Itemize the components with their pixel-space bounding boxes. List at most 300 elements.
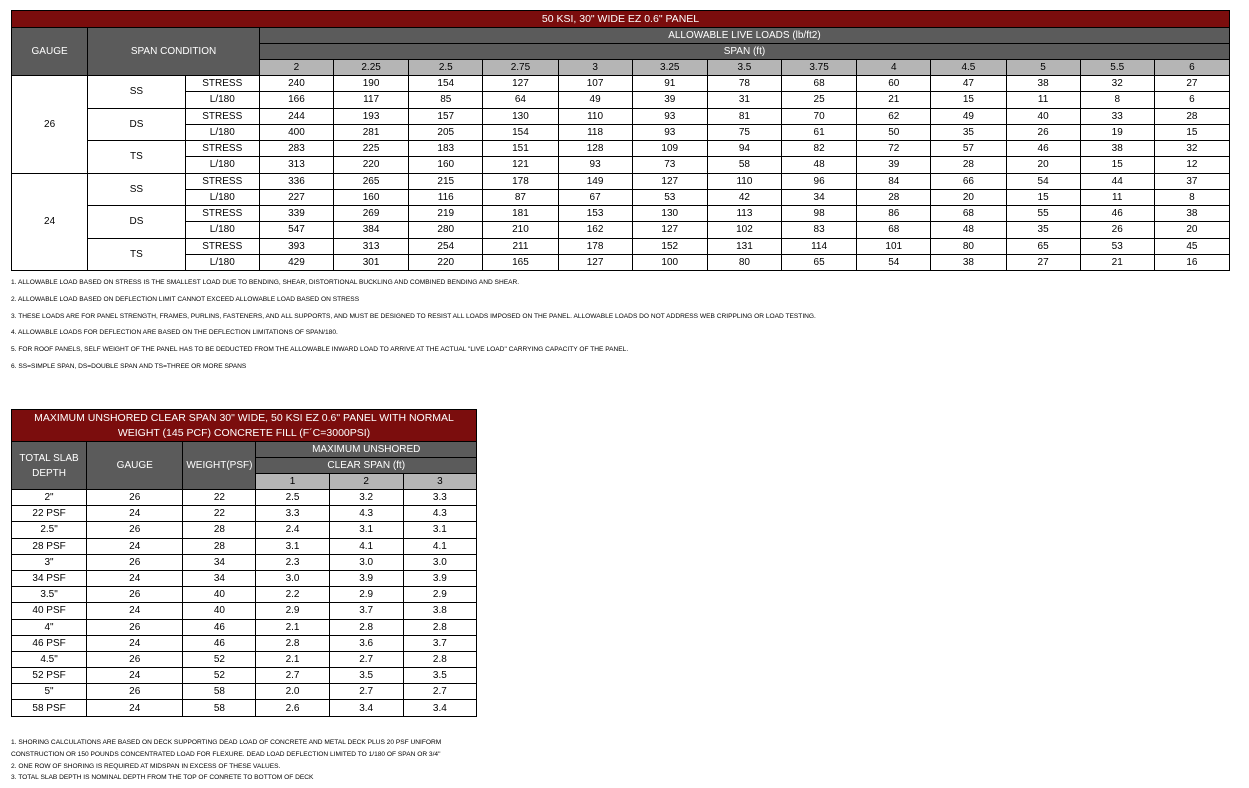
slab-depth-cell: 5" xyxy=(12,684,87,700)
span-header-cell: 4.5 xyxy=(931,60,1006,76)
clear-span-cell: 2.9 xyxy=(256,603,329,619)
gauge-header: GAUGE xyxy=(12,28,88,76)
load-value-cell: 42 xyxy=(707,189,781,205)
load-value-cell: 91 xyxy=(632,76,707,92)
load-value-cell: 68 xyxy=(782,76,857,92)
load-value-cell: 80 xyxy=(931,238,1006,254)
table-row xyxy=(12,173,1230,189)
weight-cell: 40 xyxy=(183,587,256,603)
table-row xyxy=(12,124,1230,140)
load-value-cell: 93 xyxy=(558,157,632,173)
load-value-cell: 33 xyxy=(1080,108,1154,124)
load-value-cell: 45 xyxy=(1154,238,1229,254)
weight-cell: 22 xyxy=(183,506,256,522)
load-value-cell: 98 xyxy=(782,206,857,222)
span-header-cell: 5 xyxy=(1006,60,1080,76)
load-value-cell: 53 xyxy=(632,189,707,205)
clear-span-cell: 3.9 xyxy=(403,570,476,586)
load-value-cell: 114 xyxy=(782,238,857,254)
load-value-cell: 35 xyxy=(1006,222,1080,238)
table-row xyxy=(12,490,477,506)
load-value-cell: 157 xyxy=(409,108,483,124)
load-value-cell: 55 xyxy=(1006,206,1080,222)
load-value-cell: 219 xyxy=(409,206,483,222)
load-value-cell: 38 xyxy=(1080,141,1154,157)
weight-cell: 52 xyxy=(183,651,256,667)
load-value-cell: 162 xyxy=(558,222,632,238)
load-value-cell: 265 xyxy=(334,173,409,189)
load-value-cell: 37 xyxy=(1154,173,1229,189)
maximum-unshored-header: MAXIMUM UNSHORED xyxy=(256,442,477,458)
load-value-cell: 154 xyxy=(483,124,558,140)
load-value-cell: 15 xyxy=(931,92,1006,108)
clear-span-cell: 4.3 xyxy=(403,506,476,522)
load-value-cell: 65 xyxy=(782,254,857,270)
table-row xyxy=(12,506,477,522)
load-value-cell: 87 xyxy=(483,189,558,205)
load-value-cell: 85 xyxy=(409,92,483,108)
gauge-cell: 24 xyxy=(87,538,183,554)
span-condition-cell: TS xyxy=(88,238,186,271)
load-value-cell: 181 xyxy=(483,206,558,222)
load-type-cell: L/180 xyxy=(185,157,259,173)
load-value-cell: 301 xyxy=(334,254,409,270)
load-value-cell: 154 xyxy=(409,76,483,92)
clear-span-cell: 4.1 xyxy=(329,538,403,554)
load-value-cell: 64 xyxy=(483,92,558,108)
load-value-cell: 15 xyxy=(1006,189,1080,205)
slab-depth-cell: 34 PSF xyxy=(12,570,87,586)
span-header-cell: 3.5 xyxy=(707,60,781,76)
table-row xyxy=(12,522,477,538)
load-value-cell: 84 xyxy=(857,173,931,189)
load-value-cell: 27 xyxy=(1154,76,1229,92)
clear-span-cell: 2.2 xyxy=(256,587,329,603)
weight-cell: 46 xyxy=(183,635,256,651)
load-value-cell: 339 xyxy=(259,206,333,222)
load-value-cell: 38 xyxy=(1006,76,1080,92)
table-row xyxy=(12,141,1230,157)
weight-cell: 46 xyxy=(183,619,256,635)
table1-notes xyxy=(11,279,816,380)
clear-span-cell: 2.9 xyxy=(403,587,476,603)
load-value-cell: 160 xyxy=(409,157,483,173)
span-condition-cell: SS xyxy=(88,76,186,109)
weight-cell: 34 xyxy=(183,570,256,586)
load-value-cell: 183 xyxy=(409,141,483,157)
clear-span-cell: 2.9 xyxy=(329,587,403,603)
load-type-cell: L/180 xyxy=(185,92,259,108)
total-slab-depth-header: TOTAL SLAB DEPTH xyxy=(12,442,87,490)
load-value-cell: 8 xyxy=(1154,189,1229,205)
load-value-cell: 131 xyxy=(707,238,781,254)
load-value-cell: 93 xyxy=(632,108,707,124)
clear-span-cell: 2.1 xyxy=(256,619,329,635)
span-header-cell: 2.75 xyxy=(483,60,558,76)
load-value-cell: 178 xyxy=(483,173,558,189)
clear-span-cell: 2.7 xyxy=(329,651,403,667)
load-value-cell: 66 xyxy=(931,173,1006,189)
load-value-cell: 70 xyxy=(782,108,857,124)
table-row xyxy=(12,222,1230,238)
table-row xyxy=(12,157,1230,173)
load-value-cell: 240 xyxy=(259,76,333,92)
allowable-live-loads-header: ALLOWABLE LIVE LOADS (lb/ft2) xyxy=(259,28,1229,44)
load-value-cell: 151 xyxy=(483,141,558,157)
load-value-cell: 220 xyxy=(409,254,483,270)
weight-header: WEIGHT(PSF) xyxy=(183,442,256,490)
load-value-cell: 121 xyxy=(483,157,558,173)
gauge-cell: 24 xyxy=(12,173,88,271)
clear-span-cell: 2.7 xyxy=(256,668,329,684)
load-value-cell: 68 xyxy=(857,222,931,238)
load-value-cell: 26 xyxy=(1080,222,1154,238)
load-value-cell: 78 xyxy=(707,76,781,92)
clear-span-cell: 3.2 xyxy=(329,490,403,506)
weight-cell: 58 xyxy=(183,700,256,716)
clear-span-cell: 2.8 xyxy=(329,619,403,635)
slab-depth-cell: 22 PSF xyxy=(12,506,87,522)
span-condition-cell: DS xyxy=(88,108,186,141)
load-value-cell: 28 xyxy=(857,189,931,205)
clear-span-cell: 3.0 xyxy=(403,554,476,570)
table2-notes xyxy=(11,739,441,786)
gauge-cell: 26 xyxy=(87,554,183,570)
note-line: 1. SHORING CALCULATIONS ARE BASED ON DECK SUPPORTING DEAD LOAD OF CONCRETE AND METAL DECK PLUS 20 PSF UNIFORM xyxy=(11,739,442,746)
load-value-cell: 130 xyxy=(632,206,707,222)
load-value-cell: 46 xyxy=(1080,206,1154,222)
load-value-cell: 25 xyxy=(782,92,857,108)
table-row xyxy=(12,700,477,716)
load-value-cell: 35 xyxy=(931,124,1006,140)
load-value-cell: 109 xyxy=(632,141,707,157)
span-header-cell: 2.5 xyxy=(409,60,483,76)
load-value-cell: 46 xyxy=(1006,141,1080,157)
gauge-cell: 26 xyxy=(87,587,183,603)
load-value-cell: 44 xyxy=(1080,173,1154,189)
load-value-cell: 393 xyxy=(259,238,333,254)
note-line: 1. ALLOWABLE LOAD BASED ON STRESS IS THE SMALLEST LOAD DUE TO BENDING, SHEAR, DISTORTIONAL BUCKLING AND COMBINED BENDING AND SHEAR. xyxy=(11,279,520,286)
load-value-cell: 281 xyxy=(334,124,409,140)
load-value-cell: 28 xyxy=(931,157,1006,173)
slab-depth-cell: 28 PSF xyxy=(12,538,87,554)
load-value-cell: 53 xyxy=(1080,238,1154,254)
span-condition-cell: DS xyxy=(88,206,186,239)
gauge-header: GAUGE xyxy=(87,442,183,490)
load-value-cell: 113 xyxy=(707,206,781,222)
load-value-cell: 254 xyxy=(409,238,483,254)
clear-span-cell: 3.4 xyxy=(403,700,476,716)
load-value-cell: 38 xyxy=(1154,206,1229,222)
gauge-cell: 26 xyxy=(12,76,88,174)
load-value-cell: 227 xyxy=(259,189,333,205)
load-value-cell: 283 xyxy=(259,141,333,157)
load-value-cell: 47 xyxy=(931,76,1006,92)
load-value-cell: 39 xyxy=(632,92,707,108)
span-header-cell: 3 xyxy=(558,60,632,76)
table-row xyxy=(12,206,1230,222)
load-value-cell: 20 xyxy=(1154,222,1229,238)
load-value-cell: 94 xyxy=(707,141,781,157)
load-value-cell: 62 xyxy=(857,108,931,124)
load-value-cell: 12 xyxy=(1154,157,1229,173)
load-value-cell: 72 xyxy=(857,141,931,157)
load-type-cell: L/180 xyxy=(185,254,259,270)
clear-span-cell: 3.5 xyxy=(329,668,403,684)
load-value-cell: 313 xyxy=(259,157,333,173)
max-unshored-clear-span-table xyxy=(11,409,477,717)
span-header-cell: 2.25 xyxy=(334,60,409,76)
load-value-cell: 65 xyxy=(1006,238,1080,254)
load-value-cell: 220 xyxy=(334,157,409,173)
load-value-cell: 28 xyxy=(1154,108,1229,124)
clear-span-cell: 2.5 xyxy=(256,490,329,506)
table-row xyxy=(12,76,1230,92)
load-value-cell: 152 xyxy=(632,238,707,254)
load-value-cell: 165 xyxy=(483,254,558,270)
load-type-cell: STRESS xyxy=(185,206,259,222)
load-value-cell: 39 xyxy=(857,157,931,173)
clear-span-cell: 3.8 xyxy=(403,603,476,619)
slab-depth-cell: 40 PSF xyxy=(12,603,87,619)
load-value-cell: 49 xyxy=(558,92,632,108)
clear-span-cell: 3.4 xyxy=(329,700,403,716)
table-row xyxy=(12,570,477,586)
span-count-header-cell: 3 xyxy=(403,474,476,490)
note-line: CONSTRUCTION OR 150 POUNDS CONCENTRATED LOAD FOR FLEXURE. DEAD LOAD DEFLECTION LIMITED TO 1/180 OF SPAN OR 3/4" xyxy=(11,750,441,758)
load-value-cell: 313 xyxy=(334,238,409,254)
gauge-cell: 26 xyxy=(87,684,183,700)
load-value-cell: 32 xyxy=(1080,76,1154,92)
load-value-cell: 11 xyxy=(1006,92,1080,108)
load-value-cell: 32 xyxy=(1154,141,1229,157)
load-type-cell: STRESS xyxy=(185,108,259,124)
note-line: 6. SS=SIMPLE SPAN, DS=DOUBLE SPAN AND TS=THREE OR MORE SPANS xyxy=(11,362,247,370)
load-value-cell: 81 xyxy=(707,108,781,124)
load-value-cell: 118 xyxy=(558,124,632,140)
table-row xyxy=(12,554,477,570)
load-value-cell: 54 xyxy=(1006,173,1080,189)
table-row xyxy=(12,635,477,651)
load-value-cell: 82 xyxy=(782,141,857,157)
table-row xyxy=(12,108,1230,124)
table-row xyxy=(12,189,1230,205)
load-value-cell: 15 xyxy=(1080,157,1154,173)
span-count-header-cell: 2 xyxy=(329,474,403,490)
load-value-cell: 280 xyxy=(409,222,483,238)
load-value-cell: 244 xyxy=(259,108,333,124)
clear-span-cell: 3.0 xyxy=(256,570,329,586)
load-value-cell: 130 xyxy=(483,108,558,124)
load-value-cell: 153 xyxy=(558,206,632,222)
note-line: 2. ONE ROW OF SHORING IS REQUIRED AT MIDSPAN IN EXCESS OF THESE VALUES. xyxy=(11,762,281,770)
load-value-cell: 225 xyxy=(334,141,409,157)
load-value-cell: 215 xyxy=(409,173,483,189)
load-value-cell: 127 xyxy=(558,254,632,270)
table-row xyxy=(12,651,477,667)
weight-cell: 40 xyxy=(183,603,256,619)
slab-depth-cell: 2.5" xyxy=(12,522,87,538)
load-value-cell: 269 xyxy=(334,206,409,222)
clear-span-cell: 4.3 xyxy=(329,506,403,522)
load-type-cell: STRESS xyxy=(185,141,259,157)
load-value-cell: 38 xyxy=(931,254,1006,270)
note-line: 2. ALLOWABLE LOAD BASED ON DEFLECTION LIMIT CANNOT EXCEED ALLOWABLE LOAD BASED ON STRESS xyxy=(11,295,360,303)
span-condition-cell: SS xyxy=(88,173,186,206)
load-value-cell: 19 xyxy=(1080,124,1154,140)
load-value-cell: 57 xyxy=(931,141,1006,157)
table-row xyxy=(12,603,477,619)
clear-span-cell: 2.8 xyxy=(403,651,476,667)
gauge-cell: 26 xyxy=(87,522,183,538)
load-value-cell: 27 xyxy=(1006,254,1080,270)
clear-span-cell: 2.8 xyxy=(256,635,329,651)
load-value-cell: 190 xyxy=(334,76,409,92)
table1-title: 50 KSI, 30" WIDE EZ 0.6" PANEL xyxy=(12,11,1230,28)
load-value-cell: 48 xyxy=(931,222,1006,238)
note-line: 3. TOTAL SLAB DEPTH IS NOMINAL DEPTH FROM THE TOP OF CONRETE TO BOTTOM OF DECK xyxy=(11,774,314,782)
load-value-cell: 50 xyxy=(857,124,931,140)
load-value-cell: 83 xyxy=(782,222,857,238)
span-count-header-cell: 1 xyxy=(256,474,329,490)
gauge-cell: 24 xyxy=(87,668,183,684)
load-value-cell: 8 xyxy=(1080,92,1154,108)
span-condition-cell: TS xyxy=(88,141,186,174)
load-value-cell: 211 xyxy=(483,238,558,254)
load-value-cell: 110 xyxy=(558,108,632,124)
clear-span-cell: 3.3 xyxy=(256,506,329,522)
gauge-cell: 24 xyxy=(87,700,183,716)
load-value-cell: 160 xyxy=(334,189,409,205)
span-condition-header: SPAN CONDITION xyxy=(88,28,260,76)
span-header-cell: 3.75 xyxy=(782,60,857,76)
clear-span-cell: 2.1 xyxy=(256,651,329,667)
clear-span-cell: 2.7 xyxy=(403,684,476,700)
load-value-cell: 101 xyxy=(857,238,931,254)
load-value-cell: 68 xyxy=(931,206,1006,222)
gauge-cell: 24 xyxy=(87,603,183,619)
gauge-cell: 24 xyxy=(87,506,183,522)
load-value-cell: 400 xyxy=(259,124,333,140)
note-line: 4. ALLOWABLE LOADS FOR DEFLECTION ARE BASED ON THE DEFLECTION LIMITATIONS OF SPAN/180. xyxy=(11,329,338,337)
clear-span-cell: 3.6 xyxy=(329,635,403,651)
load-value-cell: 178 xyxy=(558,238,632,254)
load-value-cell: 166 xyxy=(259,92,333,108)
clear-span-cell: 4.1 xyxy=(403,538,476,554)
load-value-cell: 26 xyxy=(1006,124,1080,140)
load-type-cell: STRESS xyxy=(185,173,259,189)
span-header-cell: 4 xyxy=(857,60,931,76)
weight-cell: 34 xyxy=(183,554,256,570)
span-header-cell: 3.25 xyxy=(632,60,707,76)
load-value-cell: 31 xyxy=(707,92,781,108)
load-type-cell: L/180 xyxy=(185,189,259,205)
slab-depth-cell: 4" xyxy=(12,619,87,635)
load-value-cell: 127 xyxy=(632,173,707,189)
load-type-cell: STRESS xyxy=(185,238,259,254)
gauge-cell: 24 xyxy=(87,635,183,651)
load-value-cell: 20 xyxy=(931,189,1006,205)
load-value-cell: 15 xyxy=(1154,124,1229,140)
clear-span-header: CLEAR SPAN (ft) xyxy=(256,458,477,474)
clear-span-cell: 2.6 xyxy=(256,700,329,716)
load-value-cell: 193 xyxy=(334,108,409,124)
clear-span-cell: 3.5 xyxy=(403,668,476,684)
slab-depth-cell: 2" xyxy=(12,490,87,506)
load-value-cell: 429 xyxy=(259,254,333,270)
load-value-cell: 336 xyxy=(259,173,333,189)
load-value-cell: 384 xyxy=(334,222,409,238)
clear-span-cell: 2.3 xyxy=(256,554,329,570)
load-value-cell: 16 xyxy=(1154,254,1229,270)
slab-depth-cell: 3" xyxy=(12,554,87,570)
load-value-cell: 127 xyxy=(483,76,558,92)
load-value-cell: 149 xyxy=(558,173,632,189)
span-ft-header: SPAN (ft) xyxy=(259,44,1229,60)
table-row xyxy=(12,684,477,700)
table2-title: MAXIMUM UNSHORED CLEAR SPAN 30" WIDE, 50 KSI EZ 0.6" PANEL WITH NORMAL WEIGHT (145 PCF) CONCRETE FILL (F´C=3000PSI) xyxy=(12,410,477,442)
slab-depth-cell: 46 PSF xyxy=(12,635,87,651)
table-row xyxy=(12,587,477,603)
table-row xyxy=(12,238,1230,254)
clear-span-cell: 3.7 xyxy=(329,603,403,619)
clear-span-cell: 2.8 xyxy=(403,619,476,635)
load-value-cell: 107 xyxy=(558,76,632,92)
table-row xyxy=(12,668,477,684)
load-value-cell: 20 xyxy=(1006,157,1080,173)
load-value-cell: 11 xyxy=(1080,189,1154,205)
clear-span-cell: 3.7 xyxy=(403,635,476,651)
span-header-cell: 6 xyxy=(1154,60,1229,76)
slab-depth-cell: 4.5" xyxy=(12,651,87,667)
load-value-cell: 21 xyxy=(857,92,931,108)
weight-cell: 28 xyxy=(183,538,256,554)
weight-cell: 58 xyxy=(183,684,256,700)
table-row xyxy=(12,619,477,635)
clear-span-cell: 2.7 xyxy=(329,684,403,700)
load-value-cell: 86 xyxy=(857,206,931,222)
clear-span-cell: 2.0 xyxy=(256,684,329,700)
clear-span-cell: 2.4 xyxy=(256,522,329,538)
load-value-cell: 93 xyxy=(632,124,707,140)
clear-span-cell: 3.9 xyxy=(329,570,403,586)
clear-span-cell: 3.1 xyxy=(256,538,329,554)
note-line: 5. FOR ROOF PANELS, SELF WEIGHT OF THE PANEL HAS TO BE DEDUCTED FROM THE ALLOWABLE INWARD LOAD TO ARRIVE AT THE ACTUAL "LIVE LOAD" CARRYING CAPACITY OF THE PANEL. xyxy=(11,346,629,354)
load-value-cell: 49 xyxy=(931,108,1006,124)
load-value-cell: 205 xyxy=(409,124,483,140)
slab-depth-cell: 58 PSF xyxy=(12,700,87,716)
load-type-cell: STRESS xyxy=(185,76,259,92)
table-row xyxy=(12,92,1230,108)
gauge-cell: 26 xyxy=(87,619,183,635)
slab-depth-cell: 3.5" xyxy=(12,587,87,603)
load-value-cell: 110 xyxy=(707,173,781,189)
load-value-cell: 96 xyxy=(782,173,857,189)
clear-span-cell: 3.0 xyxy=(329,554,403,570)
weight-cell: 28 xyxy=(183,522,256,538)
load-type-cell: L/180 xyxy=(185,222,259,238)
gauge-cell: 24 xyxy=(87,570,183,586)
load-value-cell: 61 xyxy=(782,124,857,140)
table-row xyxy=(12,538,477,554)
load-value-cell: 80 xyxy=(707,254,781,270)
load-value-cell: 67 xyxy=(558,189,632,205)
weight-cell: 22 xyxy=(183,490,256,506)
load-value-cell: 6 xyxy=(1154,92,1229,108)
load-value-cell: 116 xyxy=(409,189,483,205)
load-value-cell: 60 xyxy=(857,76,931,92)
load-value-cell: 40 xyxy=(1006,108,1080,124)
